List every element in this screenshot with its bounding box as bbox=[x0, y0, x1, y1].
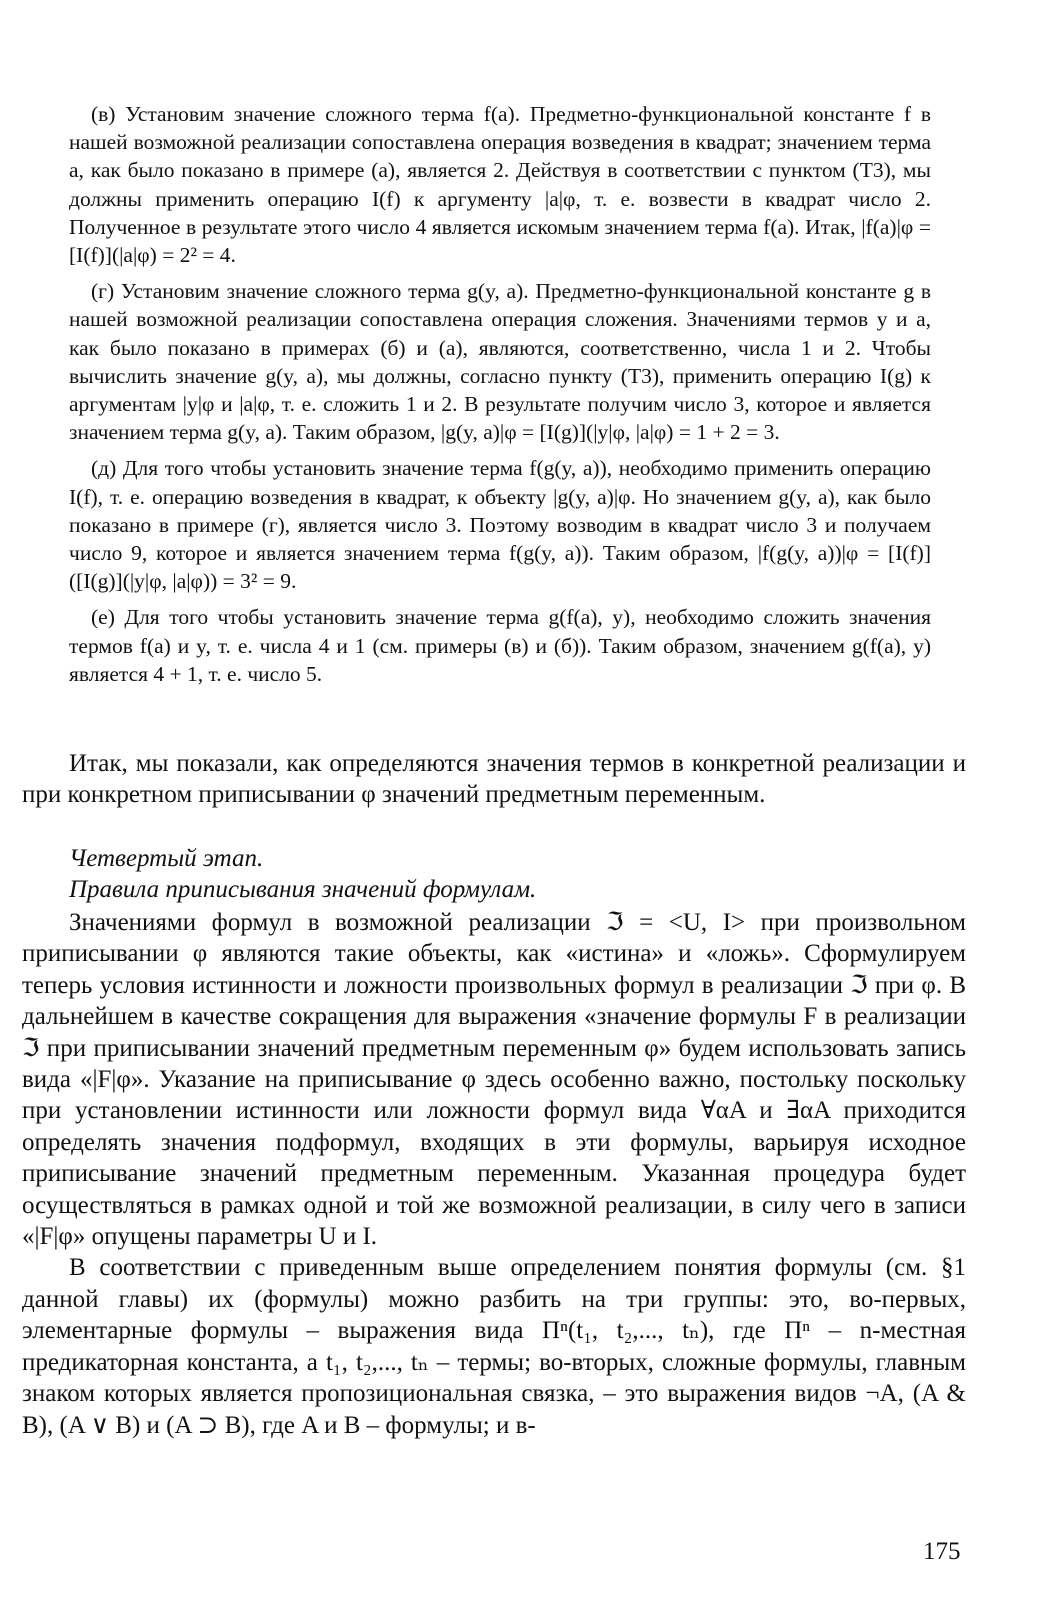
example-v: (в) Установим значение сложного терма f(a). Предметно-функциональной константе f в нашей возможной реализации сопоставлена операция возведения в квадрат; значением терма a, как было показано в примере (а), является 2. Действуя в соответствии с пунктом (Т3), мы должны применить операцию I(f) к аргументу |a|φ, т. е. возвести в квадрат число 2. Полученное в результате этого число 4 является искомым значением терма f(a). Итак, |f(a)|φ = [I(f)](|a|φ) = 2² = 4. bbox=[69, 102, 931, 268]
stage-subtitle: Правила приписывания значений формулам. bbox=[69, 876, 537, 903]
summary-block bbox=[22, 748, 966, 811]
body-text bbox=[22, 907, 966, 1441]
examples-block bbox=[69, 100, 931, 696]
page-number: 175 bbox=[923, 1538, 961, 1565]
paragraph-formula-values: Значениями формул в возможной реализации ℑ = <U, I> при произвольном приписывании φ являются такие объекты, как «истина» и «ложь». Сформулируем теперь условия истинности и ложности произвольных формул в реализации ℑ при φ. В дальнейшем в качестве сокращения для выражения «значение формулы F в реализации ℑ при приписывании значений предметным переменным φ» будем использовать запись вида «|F|φ». Указание на приписывание φ здесь особенно важно, постольку поскольку при установлении истинности или ложности формул вида ∀αA и ∃αA приходится определять значения подформул, входящих в эти формулы, варьируя исходное приписывание значений предметным переменным. Указанная процедура будет осуществляться в рамках одной и той же возможной реализации, в силу чего в записи «|F|φ» опущены параметры U и I. bbox=[22, 909, 966, 1251]
summary-paragraph: Итак, мы показали, как определяются значения термов в конкретной реализации и при конкретном приписывании φ значений предметным переменным. bbox=[22, 750, 966, 809]
example-g: (г) Установим значение сложного терма g(y, a). Предметно-функциональной константе g в нашей возможной реализации сопоставлена операция сложения. Значениями термов y и a, как было показано в примерах (б) и (а), являются, соответственно, числа 1 и 2. Чтобы вычислить значение g(y, a), мы должны, согласно пункту (Т3), применить операцию I(g) к аргументам |y|φ и |a|φ, т. е. сложить 1 и 2. В результате получим число 3, которое и является значением терма g(y, a). Таким образом, |g(y, a)|φ = [I(g)](|y|φ, |a|φ) = 1 + 2 = 3. bbox=[69, 279, 931, 445]
paragraph-formula-groups: В соответствии с приведенным выше определением понятия формулы (см. §1 данной главы) их (формулы) можно разбить на три группы: это, во-первых, элементарные формулы – выражения вида Πⁿ(t₁, t₂,..., tₙ), где Πⁿ – n-местная предикаторная константа, а t₁, t₂,..., tₙ – термы; во-вторых, сложные формулы, главным знаком которых является пропозициональная связка, – это выражения видов ¬A, (A & B), (A ∨ B) и (A ⊃ B), где A и B – формулы; и в- bbox=[22, 1254, 966, 1439]
example-d: (д) Для того чтобы установить значение терма f(g(y, a)), необходимо применить операцию I(f), т. е. операцию возведения в квадрат, к объекту |g(y, a)|φ. Но значением g(y, a), как было показано в примере (г), является число 3. Поэтому возводим в квадрат число 3 и получаем число 9, которое и является значением терма f(g(y, a)). Таким образом, |f(g(y, a))|φ = [I(f)]([I(g)](|y|φ, |a|φ)) = 3² = 9. bbox=[69, 456, 931, 594]
example-e: (е) Для того чтобы установить значение терма g(f(a), y), необходимо сложить значения термов f(a) и y, т. е. числа 4 и 1 (см. примеры (в) и (б)). Таким образом, значением g(f(a), y) является 4 + 1, т. е. число 5. bbox=[69, 605, 931, 686]
stage-title: Четвертый этап. bbox=[69, 845, 264, 872]
